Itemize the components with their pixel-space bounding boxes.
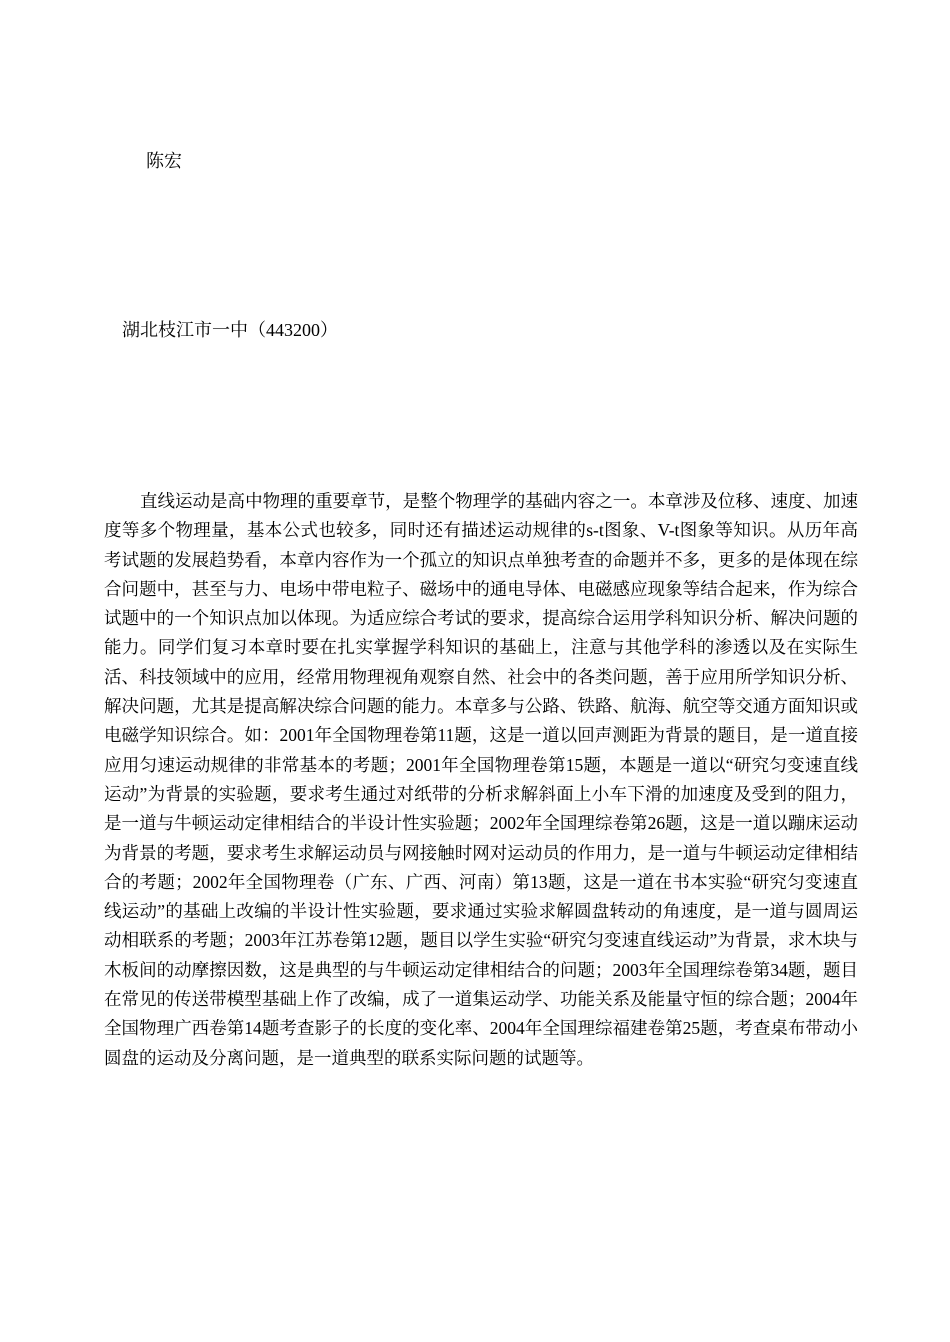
author-affiliation: 湖北枝江市一中（443200） <box>122 320 338 340</box>
author-name: 陈宏 <box>146 151 182 171</box>
body-paragraph: 直线运动是高中物理的重要章节，是整个物理学的基础内容之一。本章涉及位移、速度、加速度等多个物理量，基本公式也较多，同时还有描述运动规律的s-t图象、V-t图象等知识。从历年高考试题的发展趋势看，本章内容作为一个孤立的知识点单独考查的命题并不多，更多的是体现在综合问题中，甚至与力、电场中带电粒子、磁场中的通电导体、电磁感应现象等结合起来，作为综合试题中的一个知识点加以体现。为适应综合考试的要求，提高综合运用学科知识分析、解决问题的能力。同学们复习本章时要在扎实掌握学科知识的基础上，注意与其他学科的渗透以及在实际生活、科技领域中的应用，经常用物理视角观察自然、社会中的各类问题，善于应用所学知识分析、解决问题，尤其是提高解决综合问题的能力。本章多与公路、铁路、航海、航空等交通方面知识或电磁学知识综合。如：2001年全国物理卷第11题，这是一道以回声测距为背景的题目，是一道直接应用匀速运动规律的非常基本的考题；2001年全国物理卷第15题，本题是一道以“研究匀变速直线运动”为背景的实验题，要求考生通过对纸带的分析求解斜面上小车下滑的加速度及受到的阻力，是一道与牛顿运动定律相结合的半设计性实验题；2002年全国理综卷第26题，这是一道以蹦床运动为背景的考题，要求考生求解运动员与网接触时网对运动员的作用力，是一道与牛顿运动定律相结合的考题；2002年全国物理卷（广东、广西、河南）第13题，这是一道在书本实验“研究匀变速直线运动”的基础上改编的半设计性实验题，要求通过实验求解圆盘转动的角速度，是一道与圆周运动相联系的考题；2003年江苏卷第12题，题目以学生实验“研究匀变速直线运动”为背景，求木块与木板间的动摩擦因数，这是典型的与牛顿运动定律相结合的问题；2003年全国理综卷第34题，题目在常见的传送带模型基础上作了改编，成了一道集运动学、功能关系及能量守恒的综合题；2004年全国物理广西卷第14题考查影子的长度的变化率、2004年全国理综福建卷第25题，考查桌布带动小圆盘的运动及分离问题，是一道典型的联系实际问题的试题等。 <box>104 491 858 1068</box>
